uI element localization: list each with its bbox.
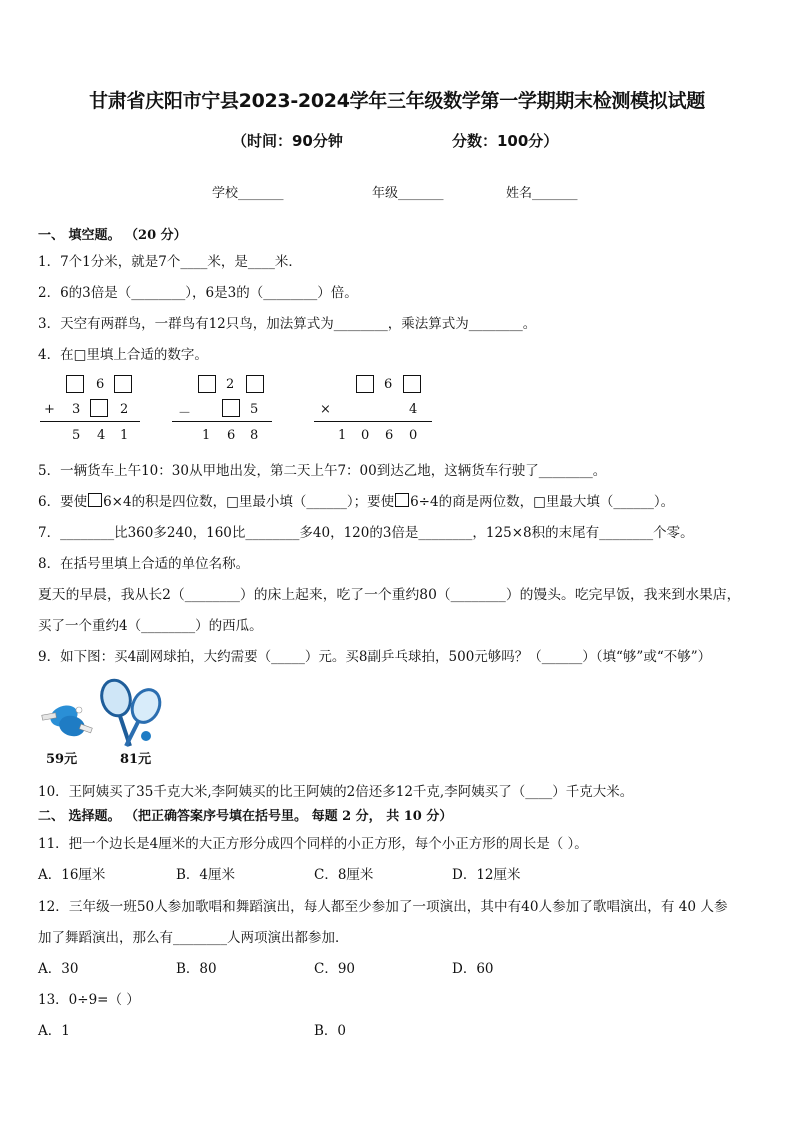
pingpong-price: 59元 [46, 752, 78, 767]
section-heading-fill: 一、 填空题。 （20 分） [38, 228, 187, 243]
digit-box[interactable] [246, 375, 264, 393]
rule-line [172, 421, 272, 422]
q6-part-b: 6×4的积是四位数，□里最小填（______）；要使 [103, 494, 395, 510]
school-field: 学校_______ [212, 186, 284, 201]
question-4: 4．在□里填上合适的数字。 [38, 347, 208, 363]
digit: 2 [120, 402, 129, 417]
question-6 [38, 490, 674, 510]
grade-field: 年级_______ [372, 186, 444, 201]
question-2: 2．6的3倍是（________），6是3的（________）倍。 [38, 285, 358, 301]
digit: 6 [227, 428, 236, 443]
question-3: 3．天空有两群鸟，一群鸟有12只鸟，加法算式为________，乘法算式为________。 [38, 316, 537, 332]
digit-box[interactable] [90, 399, 108, 417]
digit: 8 [250, 428, 259, 443]
question-12-line2: 加了舞蹈演出，那么有________人两项演出都参加． [38, 930, 349, 946]
rule-line [314, 421, 432, 422]
q12-option-b[interactable]: B．80 [176, 961, 217, 977]
digit: 3 [72, 402, 81, 417]
question-1: 1．7个1分米，就是7个____米，是____米． [38, 254, 302, 270]
digit-box[interactable] [222, 399, 240, 417]
question-10: 10．王阿姨买了35千克大米,李阿姨买的比王阿姨的2倍还多12千克,李阿姨买了（____）千克大米。 [38, 784, 634, 800]
q11-option-b[interactable]: B．4厘米 [176, 867, 236, 883]
question-13: 13．0÷9=（ ） [38, 992, 140, 1008]
digit-box[interactable] [356, 375, 374, 393]
section-heading-choice: 二、 选择题。 （把正确答案序号填在括号里。 每题 2 分， 共 10 分） [38, 809, 453, 824]
digit: 6 [96, 377, 105, 392]
page-title: 甘肃省庆阳市宁县2023-2024学年三年级数学第一学期期末检测模拟试题 [89, 90, 705, 112]
digit: 5 [72, 428, 81, 443]
operator: × [320, 402, 331, 417]
digit: 1 [338, 428, 347, 443]
digit: 4 [409, 402, 418, 417]
operator: － [178, 406, 192, 421]
digit: 0 [409, 428, 418, 443]
question-8: 8．在括号里填上合适的单位名称。 [38, 556, 250, 572]
q12-option-d[interactable]: D．60 [452, 961, 494, 977]
digit-box[interactable] [198, 375, 216, 393]
digit-box[interactable] [114, 375, 132, 393]
question-11: 11．把一个边长是4厘米的大正方形分成四个同样的小正方形，每个小正方形的周长是（ ）。 [38, 836, 588, 852]
question-12-line1: 12．三年级一班50人参加歌唱和舞蹈演出，每人都至少参加了一项演出，其中有40人参加了歌唱演出，有 40 人参 [38, 899, 728, 915]
q6-part-c: 6÷4的商是两位数，□里最大填（______）。 [410, 494, 675, 510]
digit-box[interactable] [403, 375, 421, 393]
digit: 2 [226, 377, 235, 392]
question-8-line1: 夏天的早晨，我从长2（________）的床上起来，吃了一个重约80（________）的馒头。吃完早饭，我来到水果店， [38, 587, 741, 603]
operator: + [44, 402, 55, 417]
q13-option-b[interactable]: B．0 [314, 1023, 347, 1039]
q12-option-c[interactable]: C．90 [314, 961, 356, 977]
q6-part-a: 6．要使 [38, 494, 88, 510]
q13-option-a[interactable]: A．1 [38, 1023, 70, 1039]
q12-option-a[interactable]: A．30 [38, 961, 79, 977]
rule-line [40, 421, 140, 422]
q11-option-d[interactable]: D．12厘米 [452, 867, 521, 883]
digit: 5 [250, 402, 259, 417]
question-8-line2: 买了一个重约4（________）的西瓜。 [38, 618, 263, 634]
tennis-price: 81元 [120, 752, 152, 767]
digit: 1 [120, 428, 129, 443]
digit: 4 [97, 428, 106, 443]
exam-score: 分数：100分） [452, 132, 559, 150]
q11-option-c[interactable]: C．8厘米 [314, 867, 374, 883]
digit-box[interactable] [88, 493, 102, 507]
q11-option-a[interactable]: A．16厘米 [38, 867, 106, 883]
question-7: 7．________比360多240，160比________多40，120的3倍是________，125×8积的末尾有________个零。 [38, 525, 694, 541]
question-5: 5．一辆货车上午10：30从甲地出发，第二天上午7：00到达乙地，这辆货车行驶了________。 [38, 463, 607, 479]
question-9: 9．如下图：买4副网球拍，大约需要（_____）元。买8副乒乓球拍，500元够吗？（______）（填“够”或“不够”） [38, 649, 712, 665]
digit-box[interactable] [66, 375, 84, 393]
tennis-rackets-icon [98, 677, 165, 746]
exam-time: （时间：90分钟 [232, 132, 343, 150]
digit: 0 [361, 428, 370, 443]
digit: 6 [385, 428, 394, 443]
pingpong-paddles-icon [42, 702, 93, 739]
digit-box[interactable] [395, 493, 409, 507]
digit: 1 [202, 428, 211, 443]
digit: 6 [384, 377, 393, 392]
name-field: 姓名_______ [506, 186, 578, 201]
